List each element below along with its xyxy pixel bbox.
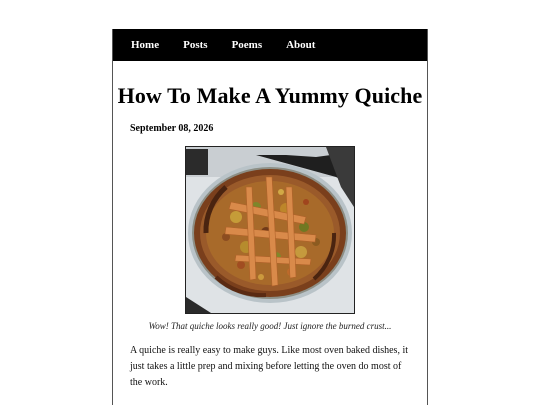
blog-page	[112, 29, 428, 405]
nav-link-home[interactable]: Home	[131, 39, 160, 51]
nav-link-about[interactable]: About	[286, 39, 316, 51]
nav-link-poems[interactable]: Poems	[231, 39, 263, 51]
quiche-image	[186, 147, 354, 313]
nav-link-posts[interactable]: Posts	[183, 39, 208, 51]
post-date: September 08, 2026	[130, 123, 214, 134]
post-paragraph: A quiche is really easy to make guys. Like most oven baked dishes, it just takes a little prep and mixing before letting the oven do most of the work.	[130, 345, 408, 388]
top-navbar	[113, 29, 427, 61]
post-title: How To Make A Yummy Quiche	[117, 83, 423, 108]
image-caption: Wow! That quiche looks really good! Just ignore the burned crust...	[148, 321, 392, 331]
quiche-photo	[185, 146, 355, 314]
